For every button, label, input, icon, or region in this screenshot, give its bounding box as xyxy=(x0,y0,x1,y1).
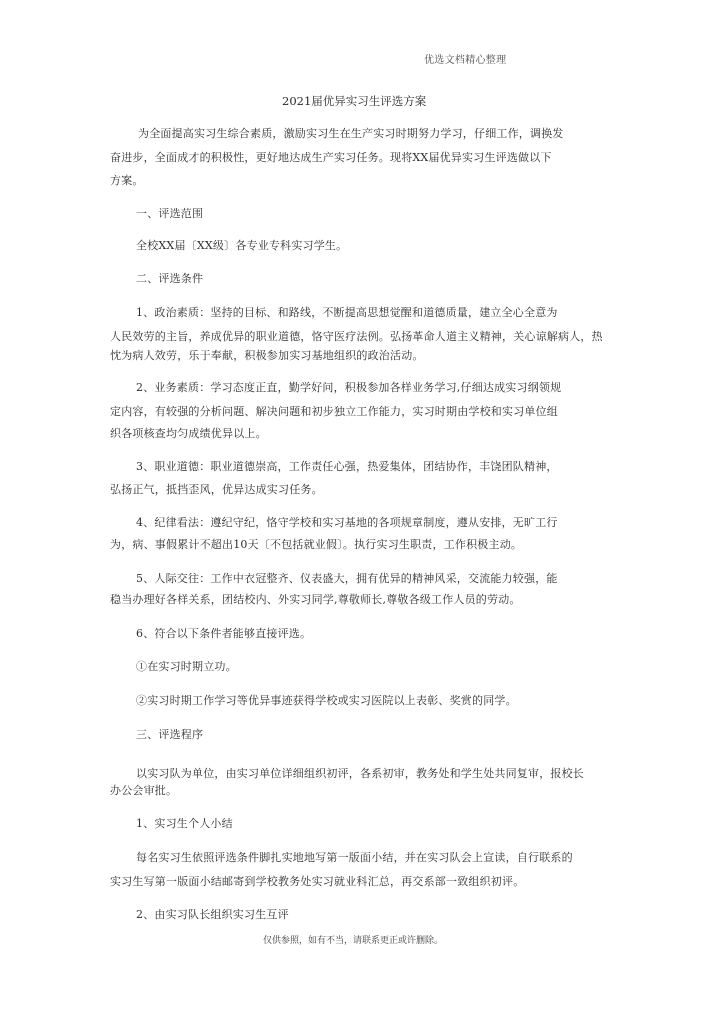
footer-note: 仅供参照，如有不当，请联系更正或许删除。 xyxy=(263,936,444,946)
intro-line-1: 为全面提高实习生综合素质，激励实习生在生产实习时期努力学习，仔细工作，调换发 xyxy=(138,127,564,140)
condition-1-line-2: 人民效劳的主旨，养成优异的职业道德，恪守医疗法例。弘扬革命人道主义精神，关心谅解病人，热 xyxy=(110,330,603,343)
procedure-2-heading: 2、由实习队长组织实习生互评 xyxy=(136,908,289,921)
header-note: 优选文档精心整理 xyxy=(424,55,507,66)
document-title: 2021届优异实习生评选方案 xyxy=(282,94,427,108)
condition-5-line-1: 5、人际交往：工作中衣冠整齐、仪表盛大，拥有优异的精神风采，交流能力较强，能 xyxy=(136,572,558,585)
condition-3-line-1: 3、职业道德：职业道德崇高，工作责任心强，热爱集体，团结协作，丰饶团队精神， xyxy=(136,460,558,473)
procedure-1-line-1: 每名实习生依照评选条件脚扎实地地写第一版面小结，并在实习队会上宣读，自行联系的 xyxy=(136,851,573,864)
condition-4-line-2: 为，病、事假累计不超出10天〔不包括就业假〕。执行实习生职责，工作积极主动。 xyxy=(110,538,523,551)
procedure-1-line-2: 实习生写第一版面小结邮寄到学校教务处实习就业科汇总，再交系部一致组织初评。 xyxy=(110,875,525,888)
section-1-text: 全校XX届〔XX级〕各专业专科实习学生。 xyxy=(136,239,348,252)
condition-1-line-1: 1、政治素质：坚持的目标、和路线，不断提高思想觉醒和道德质量，建立全心全意为 xyxy=(136,306,558,319)
condition-6-item-2: ②实习时期工作学习等优异事迹获得学校或实习医院以上表彰、奖赏的同学。 xyxy=(136,694,517,707)
condition-6: 6、符合以下条件者能够直接评选。 xyxy=(136,627,312,640)
condition-2-line-3: 织各项核查均匀成绩优异以上。 xyxy=(110,427,267,440)
intro-line-2: 奋进步，全面成才的积极性，更好地达成生产实习任务。现将XX届优异实习生评选做以下 xyxy=(110,151,552,164)
condition-5-line-2: 稳当办理好各样关系，团结校内、外实习同学,尊敬师长,尊敬各级工作人员的劳动。 xyxy=(110,593,521,606)
condition-3-line-2: 弘扬正气，抵挡歪风，优异达成实习任务。 xyxy=(110,483,323,496)
intro-line-3: 方案。 xyxy=(110,174,144,187)
procedure-line-1: 以实习队为单位，由实习单位详细组织初评，各系初审，教务处和学生处共同复审，报校长 xyxy=(136,767,584,780)
condition-6-item-1: ①在实习时期立功。 xyxy=(136,660,237,673)
condition-2-line-2: 定内容，有较强的分析问题、解决问题和初步独立工作能力，实习时期由学校和实习单位组 xyxy=(110,405,558,418)
condition-1-line-3: 忱为病人效劳，乐于奉献，积极参加实习基地组织的政治活动。 xyxy=(110,349,424,362)
section-3-heading: 三、评选程序 xyxy=(136,728,204,741)
condition-2-line-1: 2、业务素质：学习态度正直，勤学好问，积极参加各样业务学习,仔细达成实习纲领规 xyxy=(136,381,562,394)
procedure-line-2: 办公会审批。 xyxy=(110,784,178,797)
procedure-1-heading: 1、实习生个人小结 xyxy=(136,817,233,830)
section-1-heading: 一、评选范围 xyxy=(136,207,204,220)
section-2-heading: 二、评选条件 xyxy=(136,272,204,285)
condition-4-line-1: 4、纪律看法：遵纪守纪，恪守学校和实习基地的各项规章制度，遵从安排，无旷工行 xyxy=(136,516,558,529)
